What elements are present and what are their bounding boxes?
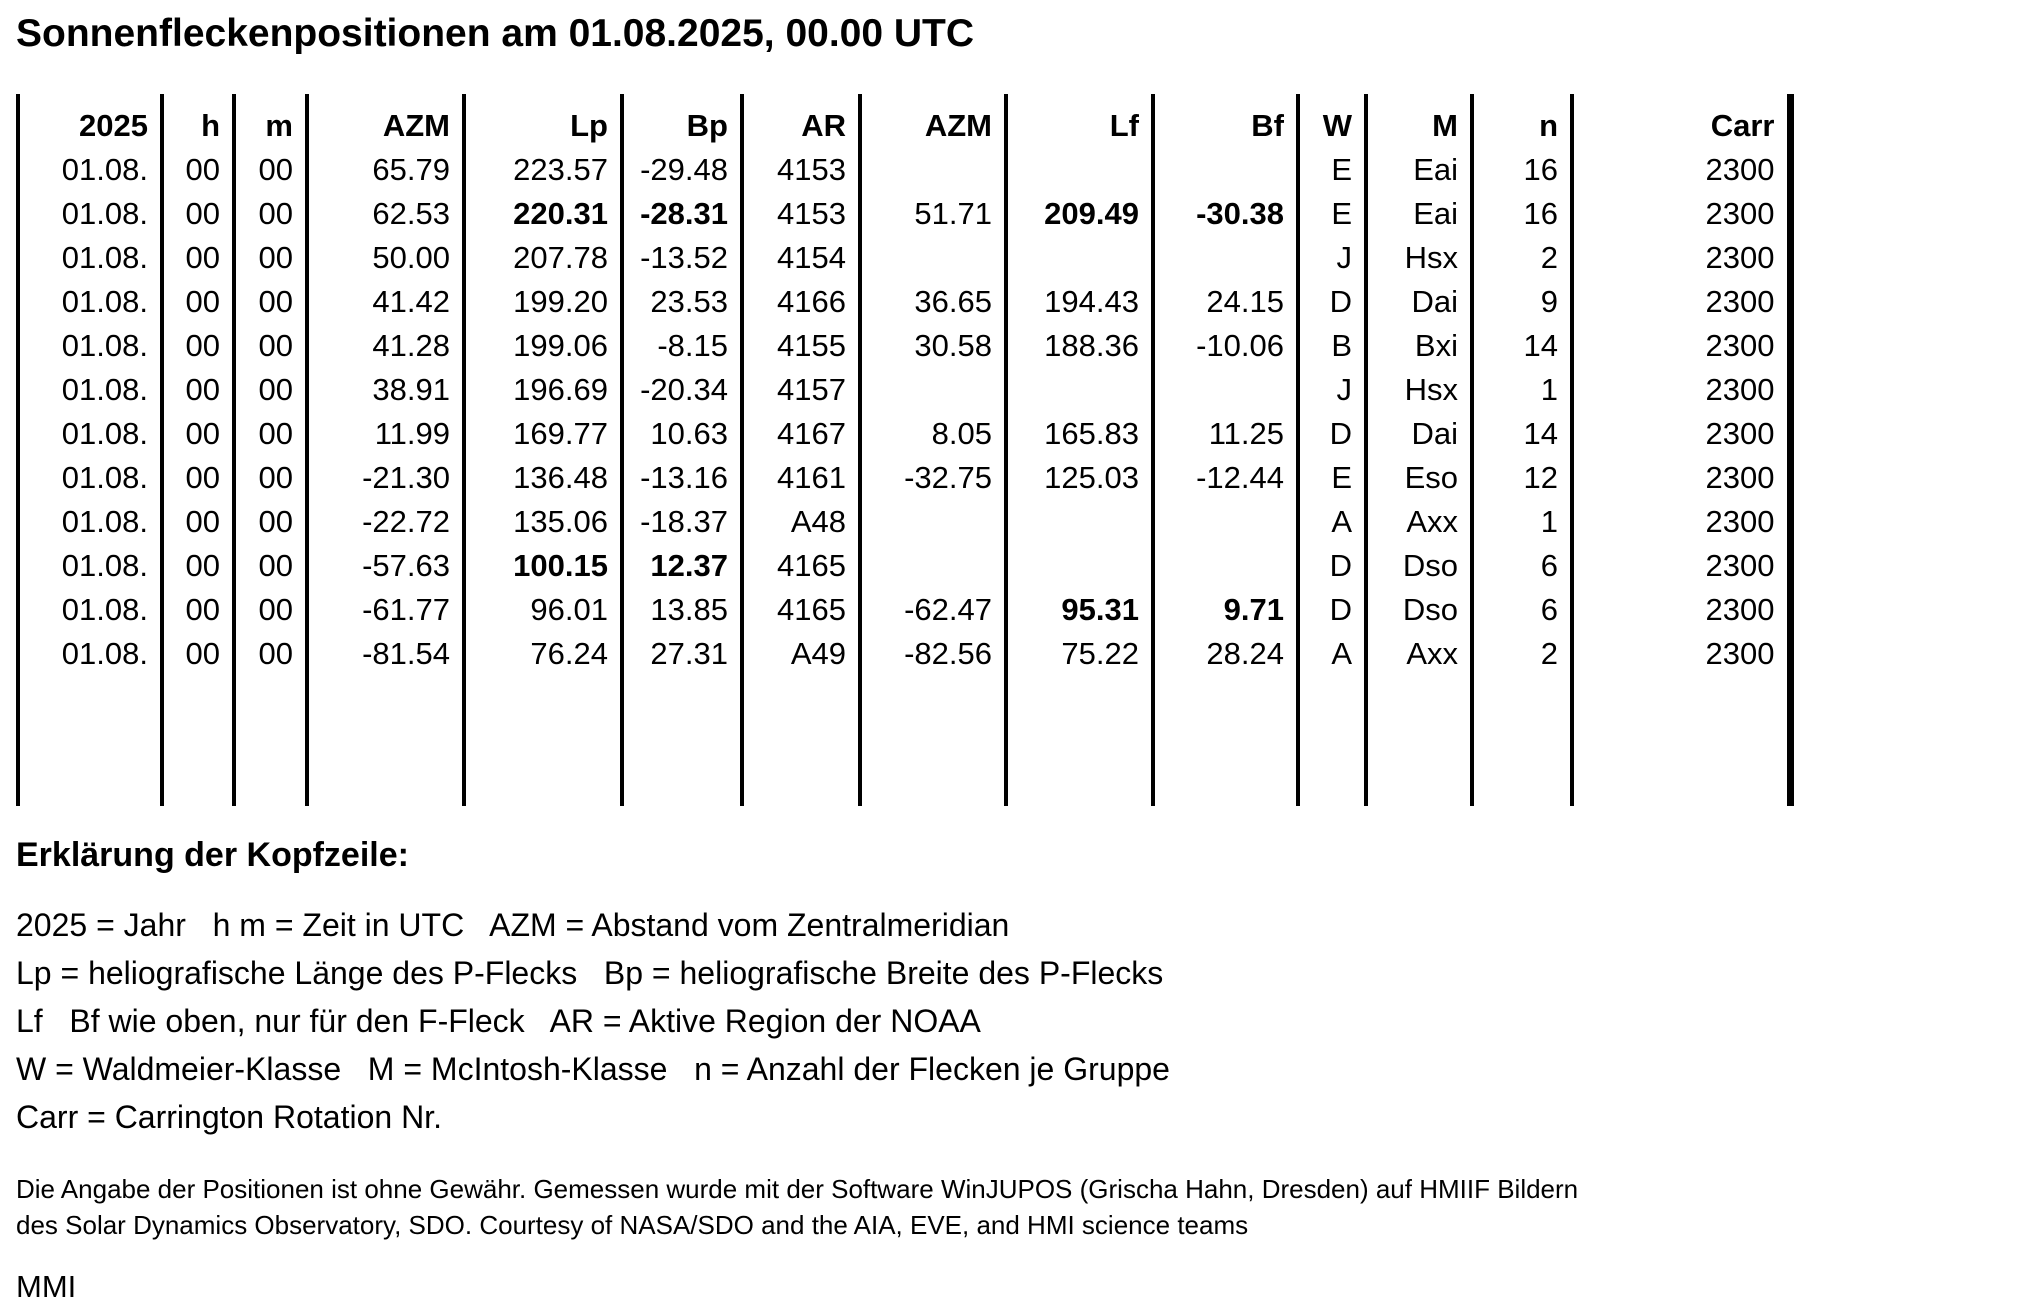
table-filler-cell	[742, 676, 860, 806]
table-cell-lp: 199.06	[464, 324, 622, 368]
table-cell-carr: 2300	[1572, 280, 1790, 324]
table-cell-date: 01.08.	[18, 412, 162, 456]
table-cell-azm_p: 62.53	[307, 192, 464, 236]
table-cell-azm_f: 30.58	[860, 324, 1006, 368]
table-cell-azm_f	[860, 148, 1006, 192]
table-cell-mcintosh: Eai	[1366, 148, 1472, 192]
table-cell-n: 14	[1472, 324, 1572, 368]
column-header-bf: Bf	[1153, 94, 1298, 148]
table-cell-carr: 2300	[1572, 456, 1790, 500]
table-cell-azm_p: 65.79	[307, 148, 464, 192]
table-cell-w: J	[1298, 368, 1366, 412]
table-cell-h: 00	[162, 148, 234, 192]
table-cell-carr: 2300	[1572, 412, 1790, 456]
table-cell-n: 12	[1472, 456, 1572, 500]
table-cell-date: 01.08.	[18, 324, 162, 368]
table-cell-bp: 12.37	[622, 544, 742, 588]
explanation-line: Carr = Carrington Rotation Nr.	[16, 1099, 442, 1135]
table-row	[18, 280, 1790, 324]
table-cell-n: 16	[1472, 148, 1572, 192]
table-cell-h: 00	[162, 236, 234, 280]
table-cell-mcintosh: Dai	[1366, 280, 1472, 324]
table-cell-m: 00	[234, 500, 307, 544]
table-cell-ar: 4157	[742, 368, 860, 412]
table-cell-m: 00	[234, 544, 307, 588]
table-cell-lp: 220.31	[464, 192, 622, 236]
column-header-bp: Bp	[622, 94, 742, 148]
table-cell-m: 00	[234, 412, 307, 456]
table-cell-azm_f	[860, 544, 1006, 588]
table-row	[18, 632, 1790, 676]
disclaimer-block	[16, 1171, 2028, 1243]
table-row	[18, 148, 1790, 192]
table-cell-bp: -28.31	[622, 192, 742, 236]
table-cell-lp: 76.24	[464, 632, 622, 676]
table-cell-w: E	[1298, 192, 1366, 236]
table-row	[18, 412, 1790, 456]
table-cell-ar: 4165	[742, 544, 860, 588]
table-cell-date: 01.08.	[18, 148, 162, 192]
table-cell-date: 01.08.	[18, 192, 162, 236]
table-cell-carr: 2300	[1572, 236, 1790, 280]
table-cell-date: 01.08.	[18, 544, 162, 588]
column-header-w: W	[1298, 94, 1366, 148]
table-cell-bf: 24.15	[1153, 280, 1298, 324]
table-filler-cell	[18, 676, 162, 806]
table-row	[18, 500, 1790, 544]
table-cell-bp: 27.31	[622, 632, 742, 676]
table-cell-bp: -8.15	[622, 324, 742, 368]
table-cell-m: 00	[234, 280, 307, 324]
table-cell-mcintosh: Dso	[1366, 588, 1472, 632]
table-cell-ar: 4166	[742, 280, 860, 324]
table-cell-lp: 136.48	[464, 456, 622, 500]
column-header-lf: Lf	[1006, 94, 1153, 148]
table-filler-cell	[234, 676, 307, 806]
table-cell-mcintosh: Eai	[1366, 192, 1472, 236]
table-cell-mcintosh: Hsx	[1366, 236, 1472, 280]
table-filler-cell	[1366, 676, 1472, 806]
table-cell-w: D	[1298, 544, 1366, 588]
table-cell-bf: 28.24	[1153, 632, 1298, 676]
table-cell-m: 00	[234, 588, 307, 632]
table-cell-w: B	[1298, 324, 1366, 368]
table-cell-ar: 4165	[742, 588, 860, 632]
table-cell-date: 01.08.	[18, 280, 162, 324]
table-row	[18, 544, 1790, 588]
column-header-lp: Lp	[464, 94, 622, 148]
column-header-azm_f: AZM	[860, 94, 1006, 148]
table-cell-h: 00	[162, 412, 234, 456]
table-row	[18, 456, 1790, 500]
table-filler-cell	[307, 676, 464, 806]
explanation-heading: Erklärung der Kopfzeile:	[16, 836, 409, 874]
table-cell-h: 00	[162, 588, 234, 632]
table-cell-bf	[1153, 368, 1298, 412]
explanation-line: 2025 = Jahr h m = Zeit in UTC AZM = Abstand vom Zentralmeridian	[16, 907, 1010, 943]
table-cell-lp: 199.20	[464, 280, 622, 324]
table-cell-bf	[1153, 236, 1298, 280]
table-cell-date: 01.08.	[18, 368, 162, 412]
table-cell-lf: 125.03	[1006, 456, 1153, 500]
column-header-carr: Carr	[1572, 94, 1790, 148]
table-cell-n: 9	[1472, 280, 1572, 324]
table-cell-h: 00	[162, 500, 234, 544]
table-cell-lf: 188.36	[1006, 324, 1153, 368]
table-cell-azm_f: -62.47	[860, 588, 1006, 632]
table-row	[18, 588, 1790, 632]
table-cell-azm_p: -57.63	[307, 544, 464, 588]
table-cell-azm_f: 51.71	[860, 192, 1006, 236]
table-filler-cell	[1472, 676, 1572, 806]
table-cell-mcintosh: Eso	[1366, 456, 1472, 500]
table-cell-w: D	[1298, 588, 1366, 632]
table-cell-ar: 4167	[742, 412, 860, 456]
table-cell-azm_p: 41.28	[307, 324, 464, 368]
table-cell-bp: -13.16	[622, 456, 742, 500]
table-filler-row	[18, 676, 1790, 806]
table-cell-date: 01.08.	[18, 588, 162, 632]
table-cell-lf: 194.43	[1006, 280, 1153, 324]
table-cell-w: D	[1298, 280, 1366, 324]
table-cell-lf: 95.31	[1006, 588, 1153, 632]
table-cell-lf	[1006, 368, 1153, 412]
table-cell-azm_p: -21.30	[307, 456, 464, 500]
table-cell-m: 00	[234, 456, 307, 500]
table-cell-ar: 4155	[742, 324, 860, 368]
column-header-h: h	[162, 94, 234, 148]
table-cell-bf: 9.71	[1153, 588, 1298, 632]
table-cell-h: 00	[162, 368, 234, 412]
table-cell-n: 16	[1472, 192, 1572, 236]
table-cell-date: 01.08.	[18, 632, 162, 676]
table-cell-m: 00	[234, 192, 307, 236]
table-cell-azm_p: 41.42	[307, 280, 464, 324]
table-row	[18, 192, 1790, 236]
table-cell-n: 14	[1472, 412, 1572, 456]
table-cell-n: 6	[1472, 544, 1572, 588]
table-cell-date: 01.08.	[18, 456, 162, 500]
table-cell-w: E	[1298, 148, 1366, 192]
table-cell-lp: 169.77	[464, 412, 622, 456]
table-cell-n: 1	[1472, 368, 1572, 412]
table-cell-ar: 4153	[742, 192, 860, 236]
table-cell-lp: 223.57	[464, 148, 622, 192]
table-cell-bp: -20.34	[622, 368, 742, 412]
table-cell-m: 00	[234, 632, 307, 676]
table-cell-bp: -29.48	[622, 148, 742, 192]
table-cell-azm_p: -81.54	[307, 632, 464, 676]
disclaimer-line: Die Angabe der Positionen ist ohne Gewähr. Gemessen wurde mit der Software WinJUPOS (Grischa Hahn, Dresden) auf HMIIF Bildern	[16, 1174, 1579, 1204]
table-filler-cell	[622, 676, 742, 806]
table-cell-n: 2	[1472, 236, 1572, 280]
table-cell-carr: 2300	[1572, 544, 1790, 588]
page-title: Sonnenfleckenpositionen am 01.08.2025, 00.00 UTC	[16, 12, 975, 55]
table-cell-bp: 10.63	[622, 412, 742, 456]
table-body	[18, 148, 1790, 806]
table-cell-carr: 2300	[1572, 192, 1790, 236]
author-signature: MMI	[16, 1269, 77, 1304]
table-cell-azm_f	[860, 500, 1006, 544]
table-cell-lp: 100.15	[464, 544, 622, 588]
table-cell-azm_f: 8.05	[860, 412, 1006, 456]
explanation-line: W = Waldmeier-Klasse M = McIntosh-Klasse n = Anzahl der Flecken je Gruppe	[16, 1051, 1170, 1087]
table-cell-h: 00	[162, 456, 234, 500]
table-cell-w: D	[1298, 412, 1366, 456]
table-cell-bf	[1153, 500, 1298, 544]
table-cell-mcintosh: Bxi	[1366, 324, 1472, 368]
table-cell-bf: -30.38	[1153, 192, 1298, 236]
table-cell-azm_p: 11.99	[307, 412, 464, 456]
table-cell-m: 00	[234, 148, 307, 192]
table-header-row	[18, 94, 1790, 148]
table-row	[18, 236, 1790, 280]
table-row	[18, 368, 1790, 412]
table-cell-m: 00	[234, 324, 307, 368]
table-cell-lf: 209.49	[1006, 192, 1153, 236]
table-cell-ar: A49	[742, 632, 860, 676]
table-filler-cell	[464, 676, 622, 806]
table-cell-mcintosh: Hsx	[1366, 368, 1472, 412]
table-cell-bf	[1153, 148, 1298, 192]
table-cell-bf: -10.06	[1153, 324, 1298, 368]
table-cell-carr: 2300	[1572, 588, 1790, 632]
table-cell-date: 01.08.	[18, 236, 162, 280]
table-cell-lf	[1006, 500, 1153, 544]
table-cell-bp: 23.53	[622, 280, 742, 324]
table-cell-date: 01.08.	[18, 500, 162, 544]
table-cell-bf: -12.44	[1153, 456, 1298, 500]
table-cell-m: 00	[234, 236, 307, 280]
table-cell-m: 00	[234, 368, 307, 412]
table-cell-carr: 2300	[1572, 324, 1790, 368]
table-cell-bf	[1153, 544, 1298, 588]
table-cell-lp: 207.78	[464, 236, 622, 280]
disclaimer-line: des Solar Dynamics Observatory, SDO. Courtesy of NASA/SDO and the AIA, EVE, and HMI science teams	[16, 1210, 1249, 1240]
table-cell-carr: 2300	[1572, 148, 1790, 192]
sunspot-positions-table	[16, 94, 1794, 806]
table-cell-azm_f: -32.75	[860, 456, 1006, 500]
explanation-block	[16, 901, 2028, 1141]
explanation-line: Lp = heliografische Länge des P-Flecks Bp = heliografische Breite des P-Flecks	[16, 955, 1164, 991]
column-header-azm_p: AZM	[307, 94, 464, 148]
table-cell-w: E	[1298, 456, 1366, 500]
table-cell-mcintosh: Dai	[1366, 412, 1472, 456]
table-cell-n: 2	[1472, 632, 1572, 676]
explanation-line: Lf Bf wie oben, nur für den F-Fleck AR = Aktive Region der NOAA	[16, 1003, 981, 1039]
column-header-n: n	[1472, 94, 1572, 148]
table-cell-n: 6	[1472, 588, 1572, 632]
table-cell-h: 00	[162, 324, 234, 368]
table-row	[18, 324, 1790, 368]
table-cell-h: 00	[162, 632, 234, 676]
column-header-date: 2025	[18, 94, 162, 148]
column-header-mcintosh: M	[1366, 94, 1472, 148]
table-filler-cell	[1572, 676, 1790, 806]
table-cell-h: 00	[162, 192, 234, 236]
table-cell-carr: 2300	[1572, 368, 1790, 412]
table-cell-carr: 2300	[1572, 500, 1790, 544]
table-cell-lp: 135.06	[464, 500, 622, 544]
table-cell-mcintosh: Dso	[1366, 544, 1472, 588]
table-cell-azm_f	[860, 368, 1006, 412]
table-cell-h: 00	[162, 544, 234, 588]
table-cell-azm_f: -82.56	[860, 632, 1006, 676]
table-cell-lf: 75.22	[1006, 632, 1153, 676]
table-cell-ar: 4161	[742, 456, 860, 500]
table-cell-mcintosh: Axx	[1366, 632, 1472, 676]
table-cell-lf	[1006, 236, 1153, 280]
column-header-ar: AR	[742, 94, 860, 148]
table-cell-ar: A48	[742, 500, 860, 544]
table-cell-lf	[1006, 148, 1153, 192]
table-cell-h: 00	[162, 280, 234, 324]
table-cell-bp: 13.85	[622, 588, 742, 632]
table-cell-azm_p: 50.00	[307, 236, 464, 280]
table-filler-cell	[162, 676, 234, 806]
table-cell-ar: 4153	[742, 148, 860, 192]
table-filler-cell	[1298, 676, 1366, 806]
table-filler-cell	[860, 676, 1006, 806]
table-cell-bp: -18.37	[622, 500, 742, 544]
table-cell-w: J	[1298, 236, 1366, 280]
table-filler-cell	[1006, 676, 1153, 806]
table-cell-lf: 165.83	[1006, 412, 1153, 456]
table-cell-azm_p: -22.72	[307, 500, 464, 544]
table-cell-lp: 196.69	[464, 368, 622, 412]
table-cell-carr: 2300	[1572, 632, 1790, 676]
column-header-m: m	[234, 94, 307, 148]
table-filler-cell	[1153, 676, 1298, 806]
table-cell-bf: 11.25	[1153, 412, 1298, 456]
table-cell-w: A	[1298, 500, 1366, 544]
table-cell-bp: -13.52	[622, 236, 742, 280]
table-cell-azm_f: 36.65	[860, 280, 1006, 324]
table-cell-azm_p: 38.91	[307, 368, 464, 412]
table-cell-lf	[1006, 544, 1153, 588]
table-cell-n: 1	[1472, 500, 1572, 544]
table-cell-azm_f	[860, 236, 1006, 280]
table-cell-azm_p: -61.77	[307, 588, 464, 632]
table-cell-w: A	[1298, 632, 1366, 676]
table-cell-ar: 4154	[742, 236, 860, 280]
table-cell-lp: 96.01	[464, 588, 622, 632]
table-cell-mcintosh: Axx	[1366, 500, 1472, 544]
